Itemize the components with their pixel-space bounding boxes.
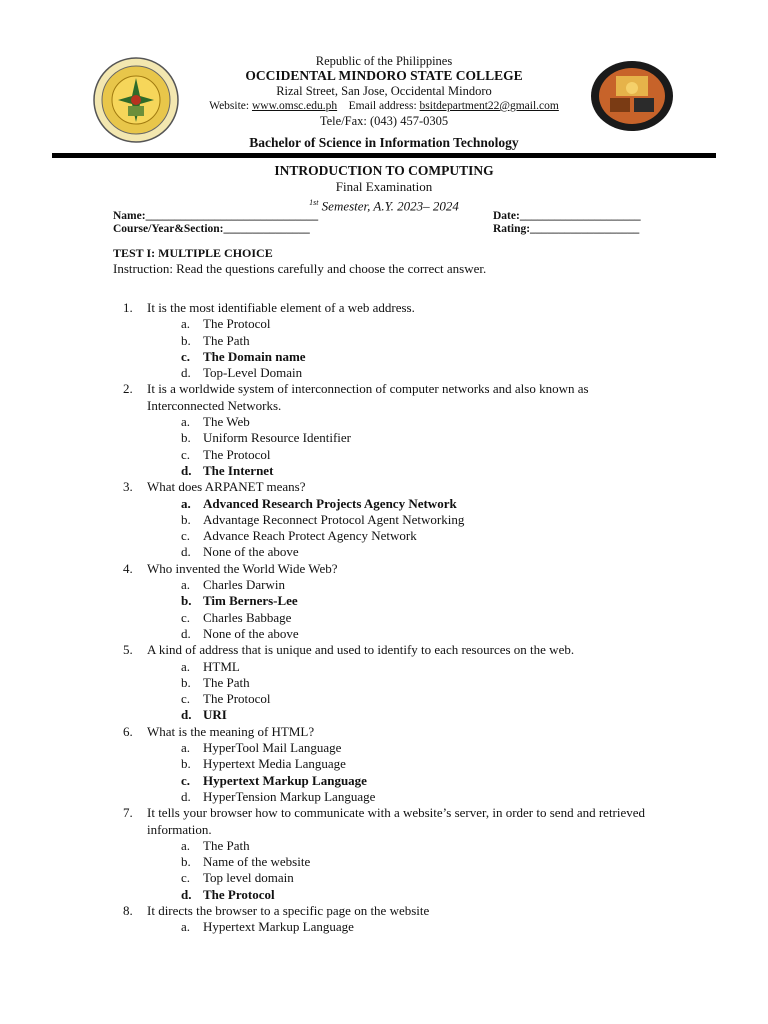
option-letter: b. — [181, 511, 191, 527]
option-text: None of the above — [203, 625, 299, 641]
answer-option-correct[interactable] — [123, 773, 663, 789]
option-letter: a. — [181, 577, 191, 593]
option-text: The Path — [203, 332, 250, 348]
option-text: The Domain name — [203, 348, 306, 364]
question-item — [123, 903, 663, 919]
option-letter: d. — [181, 625, 191, 641]
option-text: HyperTool Mail Language — [203, 740, 342, 756]
name-field[interactable]: Name:______________________________ — [113, 210, 319, 222]
option-text: Top-Level Domain — [203, 365, 303, 381]
question-number: 4. — [123, 560, 133, 576]
answer-option-correct[interactable] — [123, 496, 663, 512]
option-letter: d. — [181, 462, 192, 478]
email-label: Email address: — [348, 100, 417, 112]
option-text: The Path — [203, 837, 250, 853]
header-divider — [52, 153, 716, 158]
contact-line — [0, 98, 768, 114]
exam-type: Final Examination — [335, 179, 433, 194]
question-text: It is the most identifiable element of a web address. — [147, 300, 415, 315]
semester-text: Semester, A.Y. 2023– 2024 — [321, 198, 459, 214]
question-item — [123, 642, 663, 658]
option-letter: d. — [181, 707, 192, 723]
option-letter: b. — [181, 756, 191, 772]
option-text: Advanced Research Projects Agency Network — [203, 495, 457, 511]
test-header — [113, 246, 673, 277]
answer-option[interactable] — [123, 789, 663, 805]
rating-field[interactable]: Rating:___________________ — [493, 223, 640, 235]
info-row-2 — [113, 223, 673, 235]
website-label: Website: — [209, 100, 250, 112]
question-item — [123, 300, 663, 316]
option-text: The Internet — [203, 462, 274, 478]
option-letter: c. — [181, 691, 191, 707]
answer-option-correct[interactable] — [123, 707, 663, 723]
college-name: OCCIDENTAL MINDORO STATE COLLEGE — [245, 68, 523, 83]
answer-option[interactable] — [123, 756, 663, 772]
option-letter: d. — [181, 886, 192, 902]
course-field[interactable]: Course/Year&Section:_______________ — [113, 223, 310, 235]
question-number: 3. — [123, 479, 133, 495]
option-text: Advance Reach Protect Agency Network — [203, 528, 417, 544]
option-text: The Protocol — [203, 446, 271, 462]
option-text: HTML — [203, 658, 240, 674]
answer-option[interactable] — [123, 919, 663, 935]
answer-option[interactable] — [123, 854, 663, 870]
option-letter: c. — [181, 528, 191, 544]
option-letter: b. — [181, 332, 191, 348]
question-text: A kind of address that is unique and used to identify to each resources on the web. — [147, 642, 575, 658]
question-number: 8. — [123, 902, 133, 918]
option-text: HyperTension Markup Language — [203, 788, 376, 804]
answer-option[interactable] — [123, 316, 663, 332]
option-text: Tim Berners-Lee — [203, 593, 298, 609]
option-letter: b. — [181, 430, 191, 446]
question-number: 5. — [123, 642, 133, 658]
option-letter: b. — [181, 674, 191, 690]
option-letter: a. — [181, 495, 191, 511]
answer-option[interactable] — [123, 610, 663, 626]
option-letter: d. — [181, 365, 191, 381]
answer-option[interactable] — [123, 659, 663, 675]
question-list — [123, 300, 663, 936]
test-instruction: Instruction: Read the questions carefully and choose the correct answer. — [113, 261, 487, 276]
answer-option[interactable] — [123, 577, 663, 593]
option-letter: d. — [181, 788, 191, 804]
option-letter: c. — [181, 772, 191, 788]
program-name: Bachelor of Science in Information Technology — [249, 135, 519, 150]
telefax: Tele/Fax: (043) 457-0305 — [319, 114, 449, 128]
question-number: 6. — [123, 723, 133, 739]
course-title: INTRODUCTION TO COMPUTING — [274, 163, 494, 178]
option-text: The Web — [203, 414, 250, 430]
date-field[interactable]: Date:_____________________ — [493, 210, 641, 222]
option-letter: c. — [181, 446, 191, 462]
answer-option-correct[interactable] — [123, 463, 663, 479]
option-letter: a. — [181, 658, 191, 674]
option-letter: a. — [181, 919, 191, 935]
option-text: Advantage Reconnect Protocol Agent Networking — [203, 511, 465, 527]
answer-option[interactable] — [123, 740, 663, 756]
question-item — [123, 479, 663, 495]
letterhead — [0, 54, 768, 151]
question-item — [123, 561, 663, 577]
answer-option-correct[interactable] — [123, 887, 663, 903]
option-text: Top level domain — [203, 870, 294, 886]
option-letter: b. — [181, 593, 192, 609]
option-letter: a. — [181, 837, 191, 853]
option-letter: d. — [181, 544, 191, 560]
semester-ordinal: 1st — [309, 198, 319, 207]
answer-option[interactable] — [123, 870, 663, 886]
college-address: Rizal Street, San Jose, Occidental Mindoro — [276, 84, 492, 98]
answer-option[interactable] — [123, 838, 663, 854]
question-text: What is the meaning of HTML? — [147, 723, 315, 739]
question-text: It directs the browser to a specific page on the website — [147, 902, 430, 918]
option-letter: a. — [181, 316, 191, 332]
answer-option[interactable] — [123, 414, 663, 430]
question-text: What does ARPANET means? — [147, 479, 306, 495]
option-text: The Path — [203, 674, 250, 690]
answer-option[interactable] — [123, 333, 663, 349]
option-letter: c. — [181, 609, 191, 625]
option-letter: b. — [181, 854, 191, 870]
info-row-1 — [113, 210, 673, 222]
answer-option[interactable] — [123, 528, 663, 544]
answer-option[interactable] — [123, 675, 663, 691]
option-text: None of the above — [203, 544, 299, 560]
question-text: Who invented the World Wide Web? — [147, 560, 338, 576]
republic-line: Republic of the Philippines — [315, 54, 453, 68]
answer-option[interactable] — [123, 430, 663, 446]
option-text: Hypertext Media Language — [203, 756, 346, 772]
option-text: Charles Darwin — [203, 577, 285, 593]
question-item — [123, 381, 663, 414]
option-text: URI — [203, 707, 227, 723]
option-text: The Protocol — [203, 886, 275, 902]
option-letter: a. — [181, 740, 191, 756]
website-link[interactable]: www.omsc.edu.ph — [251, 100, 338, 112]
answer-option[interactable] — [123, 691, 663, 707]
answer-option[interactable] — [123, 365, 663, 381]
option-text: The Protocol — [203, 316, 271, 332]
option-text: Hypertext Markup Language — [203, 919, 354, 935]
option-letter: c. — [181, 348, 191, 364]
email-link[interactable]: bsitdepartment22@gmail.com — [419, 100, 559, 112]
answer-option[interactable] — [123, 447, 663, 463]
option-text: The Protocol — [203, 691, 271, 707]
option-letter: a. — [181, 414, 191, 430]
question-number: 1. — [123, 300, 133, 315]
option-text: Charles Babbage — [203, 609, 292, 625]
exam-title-block — [0, 163, 768, 214]
question-number: 2. — [123, 381, 133, 397]
answer-option[interactable] — [123, 512, 663, 528]
answer-option-correct[interactable] — [123, 349, 663, 365]
option-text: Hypertext Markup Language — [203, 772, 367, 788]
question-text: It is a worldwide system of interconnection of computer networks and also known as Interconnected Networks. — [147, 381, 589, 413]
question-text: It tells your browser how to communicate with a website’s server, in order to send and retrieved information. — [147, 805, 646, 837]
option-text: Uniform Resource Identifier — [203, 430, 352, 446]
option-text: Name of the website — [203, 854, 311, 870]
answer-option[interactable] — [123, 544, 663, 560]
answer-option-correct[interactable] — [123, 593, 663, 609]
question-item — [123, 724, 663, 740]
test-heading: TEST I: MULTIPLE CHOICE — [113, 246, 273, 260]
question-number: 7. — [123, 805, 133, 821]
question-item — [123, 805, 663, 838]
option-letter: c. — [181, 870, 191, 886]
answer-option[interactable] — [123, 626, 663, 642]
